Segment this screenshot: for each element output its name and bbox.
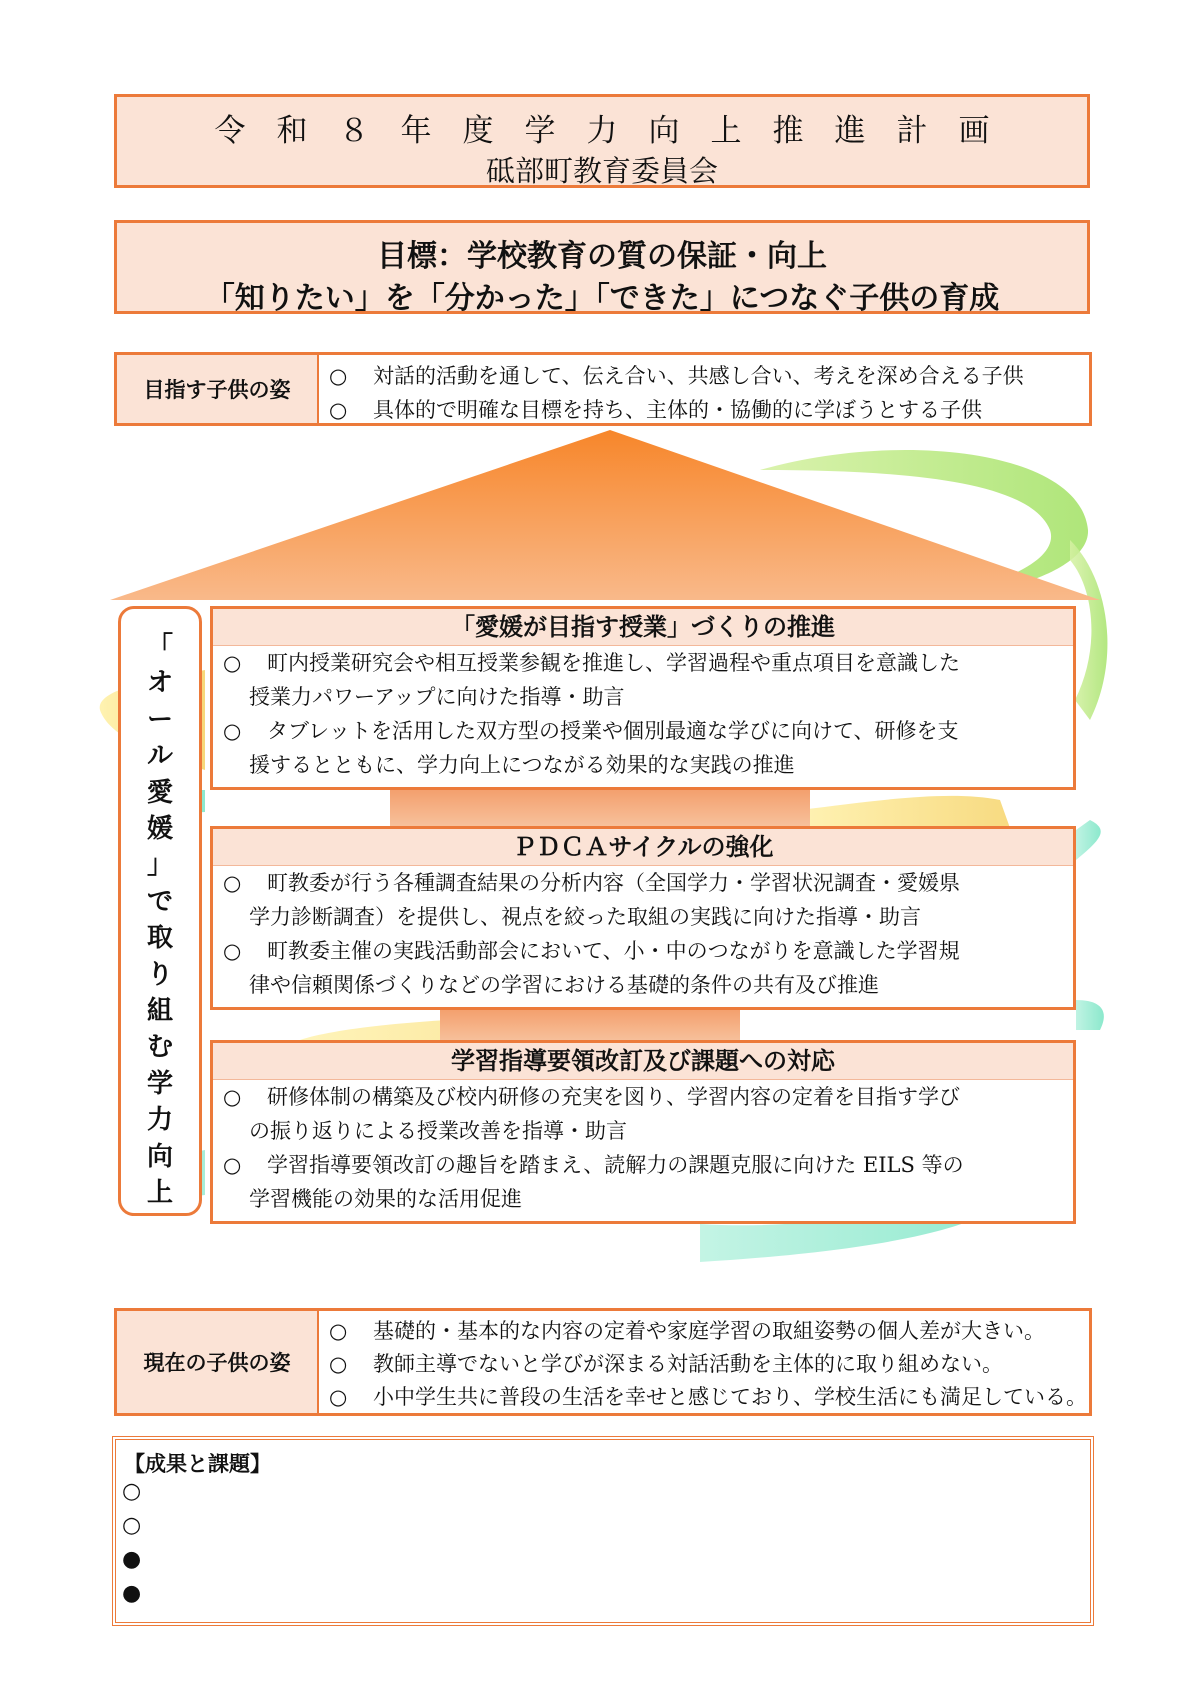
- bullet-circle-icon: ○: [329, 364, 348, 388]
- bullet-filled-icon: ●: [122, 1547, 142, 1572]
- section-body: [213, 1080, 1073, 1216]
- bullet-circle-icon: ○: [223, 1153, 242, 1177]
- section-title: 学習指導要領改訂及び課題への対応: [213, 1043, 1073, 1080]
- list-item: ○ 町教委主催の実践活動部会において、小・中のつながりを意識した学習規: [223, 934, 1069, 968]
- current-child-label: 現在の子供の姿: [117, 1311, 319, 1413]
- ribbon-mid-yellow: [790, 796, 1010, 828]
- results-title: 【成果と課題】: [124, 1452, 271, 1476]
- bullet-circle-icon: ○: [223, 871, 242, 895]
- bullet-circle-icon: ○: [329, 1352, 348, 1376]
- up-arrow-stem-2: [440, 1010, 740, 1044]
- list-item: ○ 町教委が行う各種調査結果の分析内容（全国学力・学習状況調査・愛媛県: [223, 866, 1069, 900]
- list-item: ○ 研修体制の構築及び校内研修の充実を図り、学習内容の定着を目指す学び: [223, 1080, 1069, 1114]
- goal-line-2: 「知りたい」を「分かった」「できた」につなぐ子供の育成: [204, 281, 1000, 316]
- ideal-child-label: 目指す子供の姿: [117, 355, 319, 423]
- goal-box: [114, 220, 1090, 314]
- bullet-circle-icon: ○: [329, 398, 348, 422]
- bullet-filled-icon: ●: [122, 1581, 142, 1606]
- goal-line-1: 目標：学校教育の質の保証・向上: [377, 239, 827, 274]
- section-body: [213, 866, 1073, 1002]
- list-item-continuation: 授業力パワーアップに向けた指導・助言: [249, 685, 625, 709]
- results-issues-box: [112, 1436, 1094, 1626]
- list-item: ○ 学習指導要領改訂の趣旨を踏まえ、読解力の課題克服に向けた EILS 等の: [223, 1148, 1069, 1182]
- list-item: ○ 対話的活動を通して、伝え合い、共感し合い、考えを深め合える子供: [329, 359, 1089, 393]
- section-ehime-lessons: [210, 606, 1076, 790]
- list-item-continuation: 学力診断調査）を提供し、視点を絞った取組の実践に向けた指導・助言: [249, 905, 921, 929]
- title-box: [114, 94, 1090, 188]
- page-title: 令 和 ８ 年 度 学 力 向 上 推 進 計 画: [214, 113, 990, 149]
- organization-name: 砥部町教育委員会: [485, 154, 718, 188]
- bullet-circle-icon: ○: [223, 939, 242, 963]
- bullet-circle-icon: ○: [223, 1085, 242, 1109]
- bullet-circle-icon: ○: [329, 1319, 348, 1343]
- list-item: ○ タブレットを活用した双方型の授業や個別最適な学びに向けて、研修を支: [223, 714, 1069, 748]
- ribbon-mid-cyan: [1076, 820, 1101, 860]
- list-item: ○ 基礎的・基本的な内容の定着や家庭学習の取組姿勢の個人差が大きい。: [329, 1315, 1089, 1348]
- current-child-list: [319, 1311, 1089, 1413]
- list-item: ○ 小中学生共に普段の生活を幸せと感じており、学校生活にも満足している。: [329, 1381, 1089, 1414]
- section-title: 「愛媛が目指す授業」づくりの推進: [213, 609, 1073, 646]
- current-child-box: [114, 1308, 1092, 1416]
- ribbon-lower-cyan: [1076, 1000, 1104, 1030]
- list-item-continuation: 学習機能の効果的な活用促進: [249, 1187, 522, 1211]
- side-banner: [118, 606, 202, 1216]
- ideal-child-box: [114, 352, 1092, 426]
- list-item: ○ 具体的で明確な目標を持ち、主体的・協働的に学ぼうとする子供: [329, 393, 1089, 427]
- section-title: ＰＤＣＡサイクルの強化: [213, 829, 1073, 866]
- section-curriculum-revision: [210, 1040, 1076, 1224]
- up-arrow-stem-1: [390, 790, 810, 830]
- list-item-continuation: 援するとともに、学力向上につながる効果的な実践の推進: [249, 753, 795, 777]
- list-item-continuation: の振り返りによる授業改善を指導・助言: [249, 1119, 627, 1143]
- bullet-circle-icon: ○: [122, 1479, 142, 1504]
- bullet-circle-icon: ○: [223, 719, 242, 743]
- list-item-continuation: 律や信頼関係づくりなどの学習における基礎的条件の共有及び推進: [249, 973, 879, 997]
- section-body: [213, 646, 1073, 782]
- list-item: ○ 教師主導でないと学びが深まる対話活動を主体的に取り組めない。: [329, 1348, 1089, 1381]
- list-item: ○ 町内授業研究会や相互授業参観を推進し、学習過程や重点項目を意識した: [223, 646, 1069, 680]
- section-pdca: [210, 826, 1076, 1010]
- bullet-circle-icon: ○: [329, 1385, 348, 1409]
- ideal-child-list: [319, 355, 1089, 423]
- side-banner-text: 「 オ ー ル 愛 媛 」 で 取 り 組 む 学 力 向 上: [146, 632, 173, 1209]
- bullet-circle-icon: ○: [223, 651, 242, 675]
- bullet-circle-icon: ○: [122, 1513, 142, 1538]
